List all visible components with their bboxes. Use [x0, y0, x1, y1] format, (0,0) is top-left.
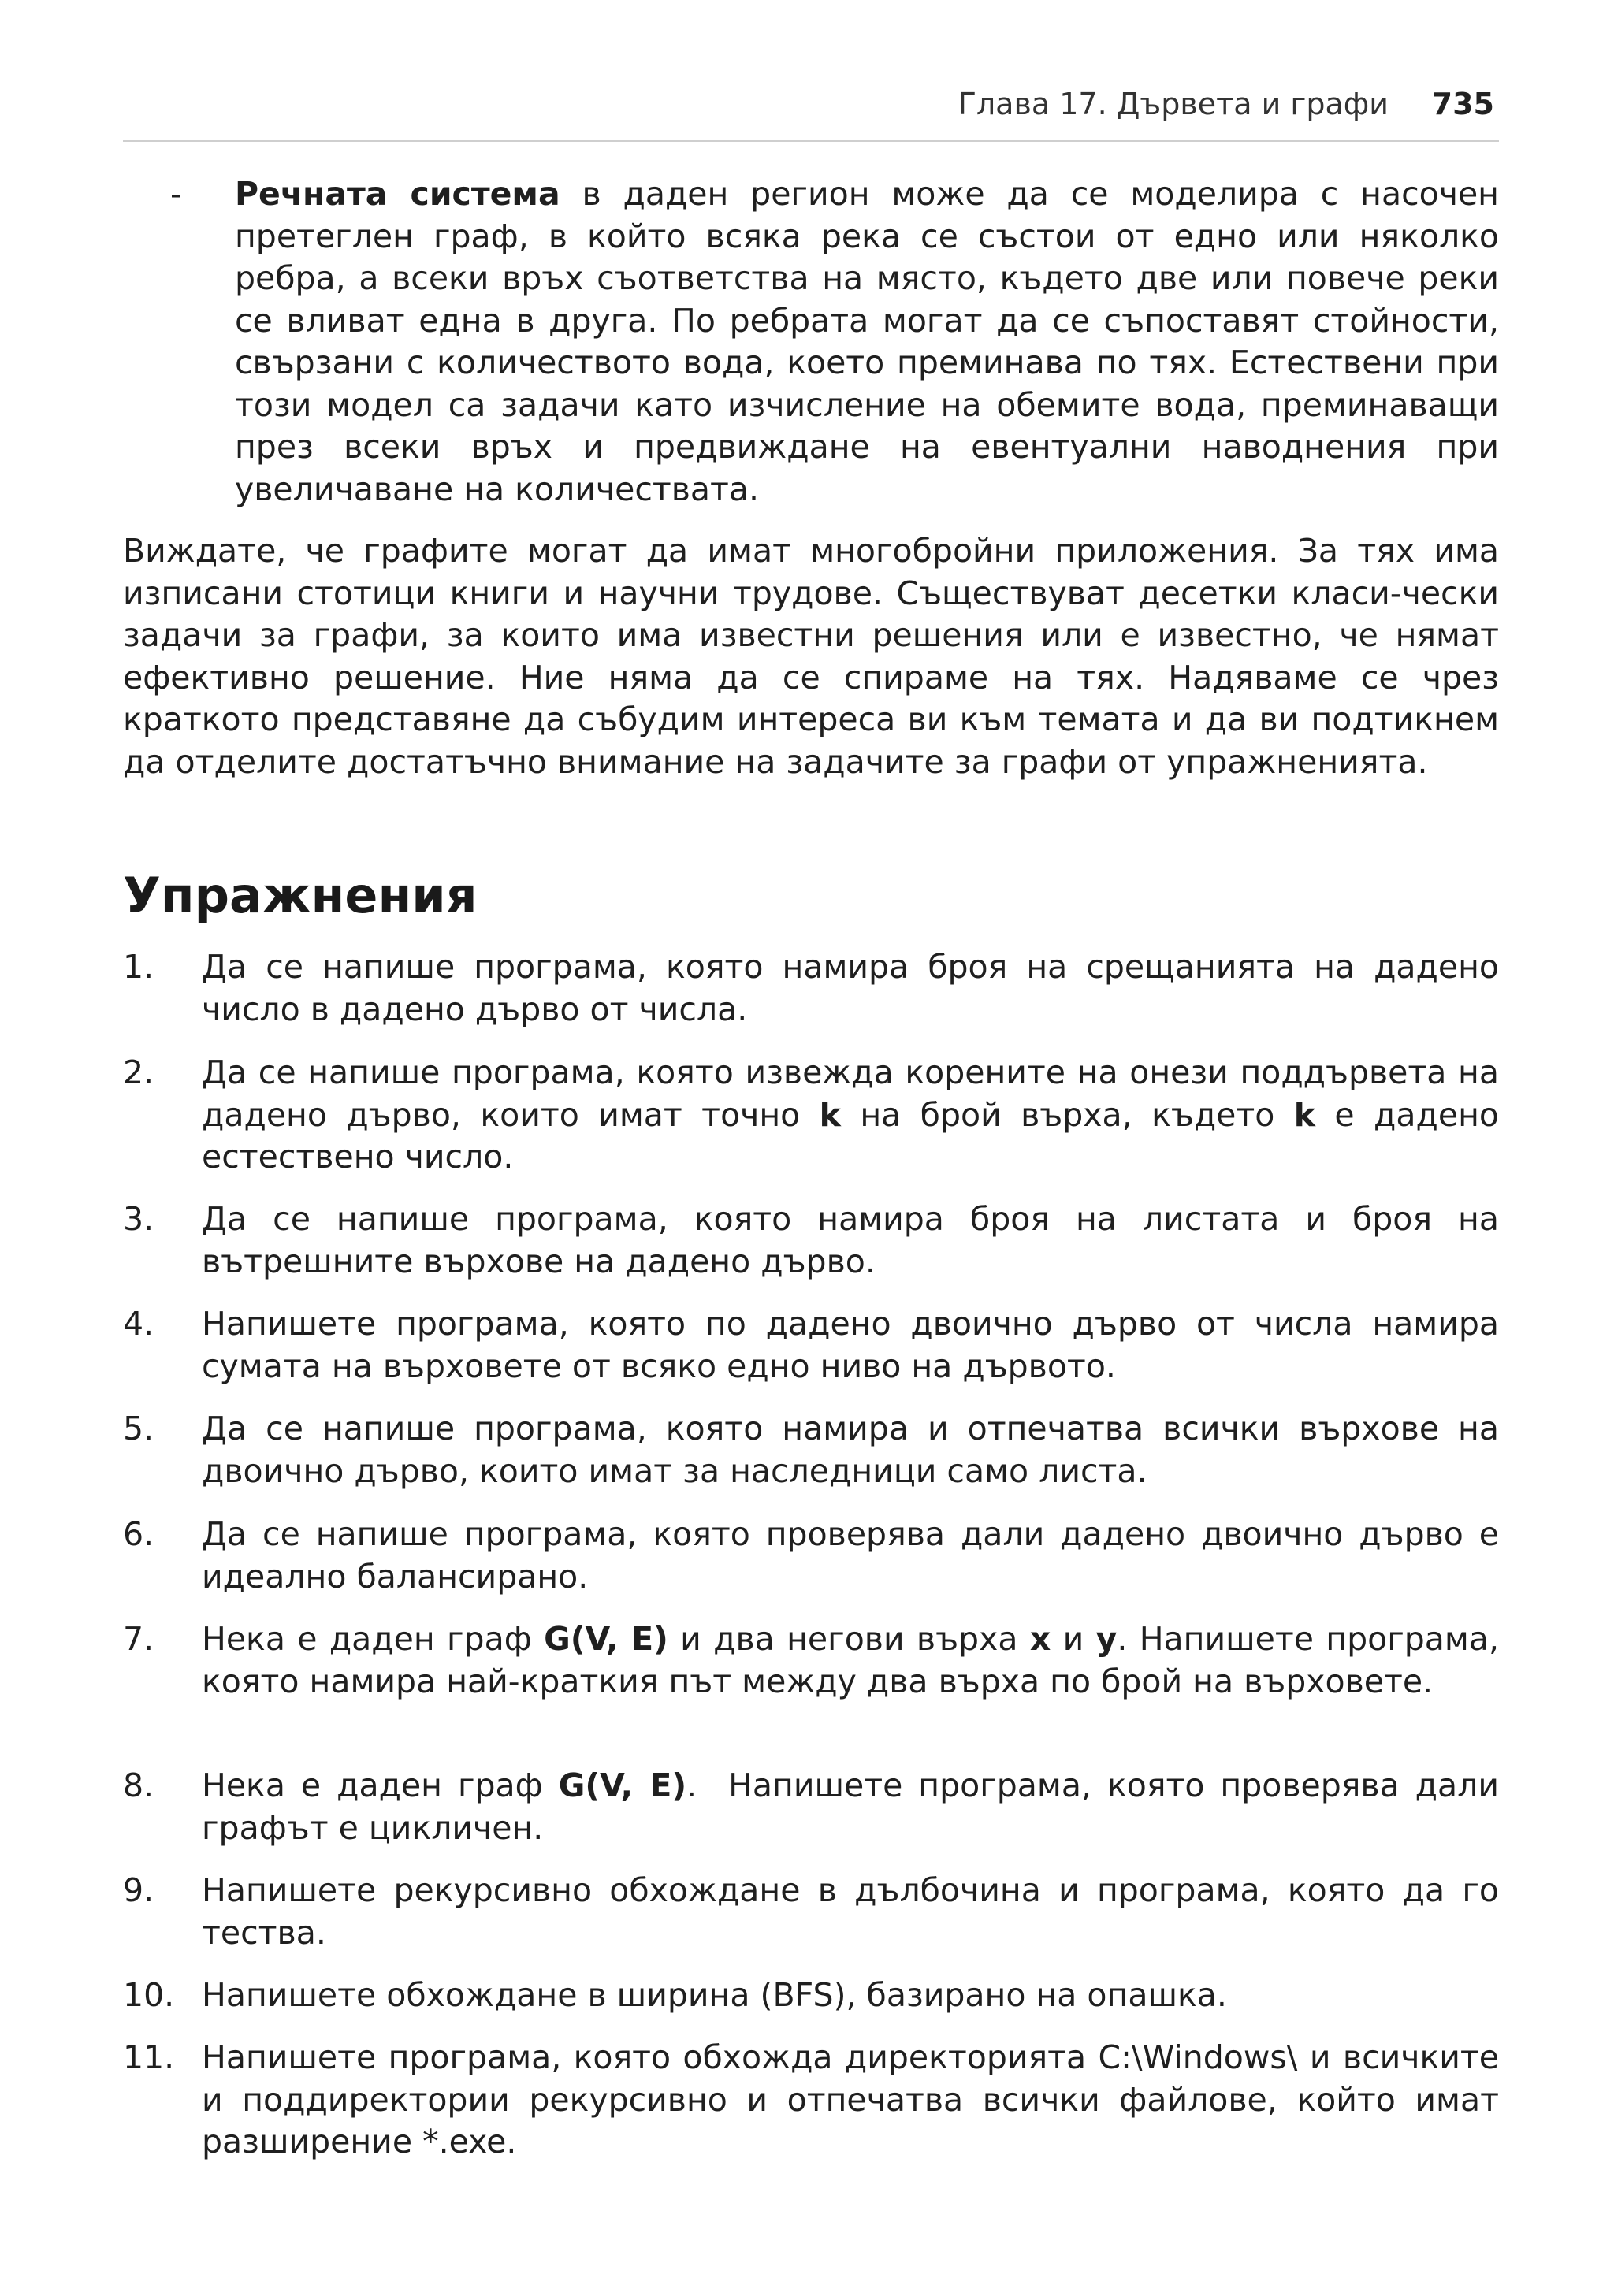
exercise-text-part: Да се напише програма, която извежда корените на онези поддървета на дадено дърво, които имат точно [202, 1053, 1499, 1134]
exercise-text-part: Нека е даден граф [202, 1767, 559, 1804]
exercise-item [123, 1303, 1499, 1388]
exercise-text-part: на брой върха, където [840, 1095, 1294, 1134]
exercise-number: 3. [123, 1200, 154, 1238]
exercise-text-part: . Напишете програма, която проверява дали графът е цикличен. [202, 1767, 1510, 1847]
exercise-item [123, 1198, 1499, 1283]
exercise-item [123, 1618, 1499, 1703]
exercise-bold-term: G(V, E) [558, 1767, 687, 1804]
exercise-item [123, 2037, 1499, 2164]
river-system-bullet [123, 173, 1499, 511]
exercise-text-part: и [1051, 1620, 1096, 1658]
exercise-number: 10. [123, 1976, 175, 2014]
exercise-text [202, 1975, 1499, 2017]
exercise-text-part: Напишете обхождане в ширина (BFS), базирано на опашка. [202, 1976, 1227, 2014]
exercise-text-part: Да се напише програма, която намира и отпечатва всички върхове на двоично дърво, които имат за наследници само листа. [202, 1410, 1499, 1490]
exercise-text [202, 1303, 1499, 1388]
exercise-item [123, 1514, 1499, 1598]
exercise-item [123, 1975, 1499, 2017]
exercise-number: 11. [123, 2038, 175, 2076]
exercise-text-part: Да се напише програма, която намира броя на листата и броя на вътрешните върхове на дадено дърво. [202, 1200, 1499, 1280]
exercise-text-part: . Напишете програма, която намира най-краткия път между два върха по брой на върховете. [202, 1620, 1499, 1700]
bullet-body: в даден регион може да се моделира с насочен претеглен граф, в който всяка река се състои от едно или няколко ребра, а всеки връх съответства на място, където две или повече реки се вливат една в друга. По ребрата могат да се съпоставят стойности, свързани с количеството вода, което преминава по тях. Естествени при този модел са задачи като изчисление на обемите вода, преминаващи през всеки връх и предвиждане на евентуални наводнения при увеличаване на количествата. [235, 175, 1499, 508]
exercise-bold-term: k [1293, 1095, 1316, 1134]
exercise-bold-term: y [1095, 1620, 1118, 1658]
exercise-number: 1. [123, 948, 154, 986]
exercise-text-part: Нека е даден граф [202, 1620, 545, 1658]
exercise-text [202, 1618, 1499, 1703]
exercise-number: 8. [123, 1767, 154, 1804]
chapter-title: Глава 17. Дървета и графи [958, 87, 1389, 121]
exercise-item [123, 1870, 1499, 1954]
exercise-bold-term: G(V, E) [544, 1620, 668, 1658]
exercise-text [202, 1052, 1499, 1179]
exercise-text-part: Напишете програма, която по дадено двоично дърво от числа намира сумата на върховете от всяко едно ниво на дървото. [202, 1305, 1499, 1385]
exercise-text-part: и два негови върха [668, 1620, 1030, 1658]
exercise-text-part: Напишете програма, която обхожда директорията C:\Windows\ и всичките и поддиректории рекурсивно и отпечатва всички файлове, който имат разширение *.exe. [202, 2038, 1499, 2160]
exercise-text-part: Да се напише програма, която проверява дали дадено двоично дърво е идеално балансирано. [202, 1515, 1499, 1596]
exercise-item [123, 1408, 1499, 1492]
exercise-number: 6. [123, 1515, 154, 1553]
running-header [123, 84, 1499, 142]
bullet-bold-term: Речната система [235, 175, 560, 213]
exercise-item [123, 1765, 1510, 1849]
exercise-item [123, 946, 1499, 1031]
exercise-number: 9. [123, 1871, 154, 1909]
exercise-text [202, 1870, 1499, 1954]
intro-paragraph [123, 530, 1499, 783]
exercise-text [202, 1765, 1510, 1849]
exercise-text [202, 1408, 1499, 1492]
exercise-number: 2. [123, 1053, 154, 1091]
exercise-text-part: Напишете рекурсивно обхождане в дълбочина и програма, която да го тества. [202, 1871, 1499, 1952]
exercise-text [202, 1198, 1499, 1283]
exercise-text-part: е дадено естествено число. [202, 1095, 1499, 1176]
exercise-text [202, 1514, 1499, 1598]
exercise-bold-term: x [1029, 1620, 1051, 1658]
exercise-text [202, 2037, 1499, 2164]
page-number: 735 [1431, 87, 1494, 121]
exercise-text-part: Да се напише програма, която намира броя на срещанията на дадено число в дадено дърво от числа. [202, 948, 1499, 1028]
section-title: Упражнения [123, 867, 478, 924]
bullet-text [235, 173, 1499, 511]
exercise-item [123, 1052, 1499, 1179]
paragraph-text: Виждате, че графите могат да имат многобройни приложения. За тях има изписани стотици книги и научни трудове. Съществуват десетки класи-чески задачи за графи, за които има известни решения или е известно, че нямат ефективно решение. Ние няма да се спираме на тях. Надяваме се чрез краткото представяне да събудим интереса ви към темата и да ви подтикнем да отделите достатъчно внимание на задачите за графи от упражненията. [123, 532, 1499, 781]
exercise-number: 4. [123, 1305, 154, 1343]
exercise-text [202, 946, 1499, 1031]
exercise-number: 5. [123, 1410, 154, 1447]
bullet-marker: - [170, 175, 182, 213]
exercise-number: 7. [123, 1620, 154, 1658]
exercise-bold-term: k [819, 1095, 841, 1134]
